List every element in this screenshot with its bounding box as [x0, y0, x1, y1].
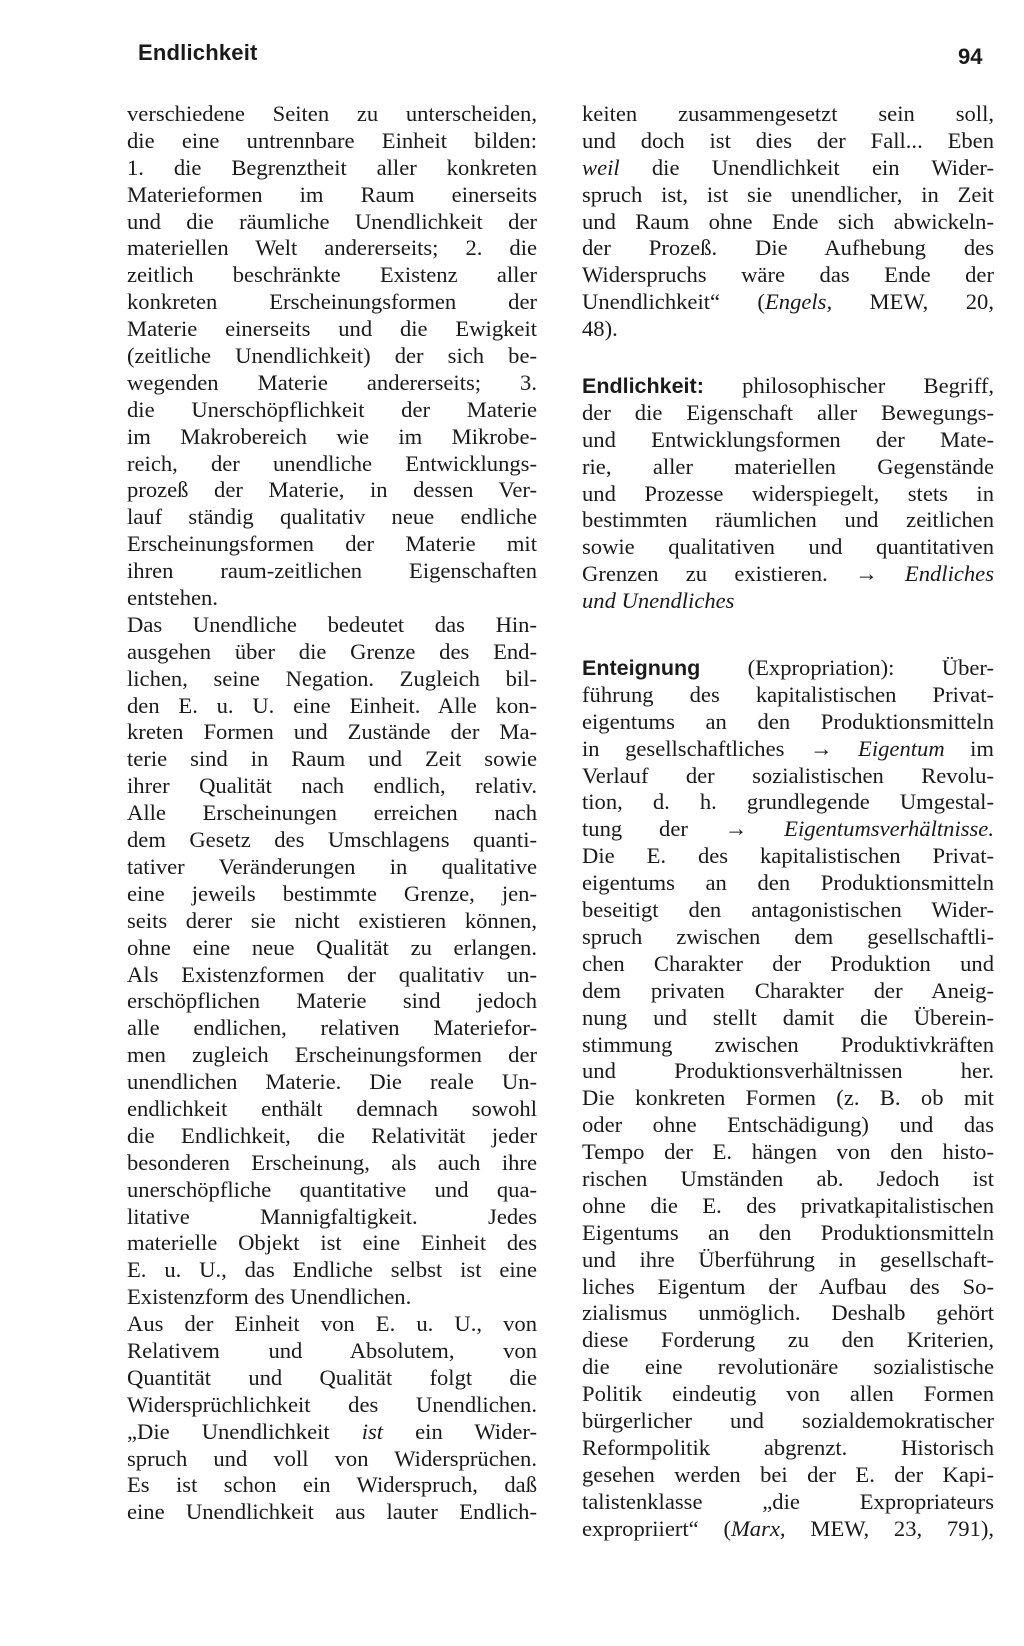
entry-separator	[582, 615, 994, 655]
text-line: Materieformen im Raum einerseits	[127, 181, 537, 207]
text-line: stimmung zwischen Produktivkräften	[582, 1031, 994, 1057]
text-line: Widerspruchs wäre das Ende der	[582, 262, 994, 288]
text-line: rischen Umständen ab. Jedoch ist	[582, 1165, 994, 1191]
text-line: diese Forderung zu den Kriterien,	[582, 1327, 994, 1353]
text-line: seits derer sie nicht existieren können,	[127, 907, 537, 933]
text-line: 1. die Begrenztheit aller konkreten	[127, 154, 537, 180]
text-run: MEW, 23, 791),	[785, 1515, 994, 1541]
entry-endlichkeit	[582, 373, 994, 615]
page-number: 94	[958, 44, 983, 69]
text-line: Erscheinungsformen der Materie mit	[127, 531, 537, 557]
text-line: Als Existenzformen der qualitativ un-	[127, 961, 537, 987]
text-line: entstehen.	[127, 585, 218, 611]
text-line: führung des kapitalistischen Privat-	[582, 681, 994, 707]
text-run: (Expropriation): Über-	[700, 655, 994, 681]
text-run: in gesellschaftliches	[582, 735, 810, 761]
text-line: ihren raum-zeitlichen Eigenschaften	[127, 558, 537, 584]
quote-start: „Die Unendlichkeit	[127, 1418, 362, 1444]
text-line: eigentums an den Produktionsmitteln	[582, 870, 994, 896]
text-run: philosophischer Begriff,	[703, 373, 994, 399]
quote-continued: ein Wider-	[383, 1418, 537, 1444]
text-line: Verlauf der sozialistischen Revolu-	[582, 762, 994, 788]
text-line: chen Charakter der Produktion und	[582, 950, 994, 976]
text-line: rie, aller materiellen Gegenstände	[582, 453, 994, 479]
arrow-icon: →	[855, 561, 878, 587]
text-line: Tempo der E. hängen von den histo-	[582, 1139, 994, 1165]
cross-reference-link[interactable]: Eigentum	[832, 735, 945, 761]
text-line: ohne eine neue Qualität zu erlangen.	[127, 934, 537, 960]
text-line: tion, d. h. grundlegende Umgestal-	[582, 789, 994, 815]
quote-continuation	[582, 101, 994, 343]
text-line: konkreten Erscheinungsformen der	[127, 289, 537, 315]
text-line: die eine revolutionäre sozialistische	[582, 1354, 994, 1380]
text-line: liches Eigentum der Aufbau des So-	[582, 1273, 994, 1299]
text-line	[127, 1419, 537, 1446]
text-line: materielle Objekt ist eine Einheit des	[127, 1230, 537, 1256]
cross-reference-link[interactable]: Eigentumsverhältnisse.	[747, 816, 994, 842]
text-run: im	[944, 735, 994, 761]
text-line: spruch und voll von Widersprüchen.	[127, 1445, 537, 1471]
text-line: 48).	[582, 316, 618, 342]
citation-author: Engels,	[764, 289, 833, 315]
text-run: tung der	[582, 816, 725, 842]
text-line: unerschöpfliche quantitative und qua-	[127, 1176, 537, 1202]
text-line: bestimmten räumlichen und zeitlichen	[582, 507, 994, 533]
text-line: und doch ist dies der Fall... Eben	[582, 127, 994, 153]
text-line: dem Gesetz des Umschlagens quanti-	[127, 827, 537, 853]
cross-reference-link[interactable]: und Unendliches	[582, 588, 735, 614]
text-line: die eine untrennbare Einheit bilden:	[127, 127, 537, 153]
text-line: spruch ist, ist sie unendlicher, in Zeit	[582, 181, 994, 207]
text-line: ohne die E. des privatkapitalistischen	[582, 1192, 994, 1218]
text-line: keiten zusammengesetzt sein soll,	[582, 101, 994, 126]
text-run: Unendlichkeit“ (	[582, 289, 765, 315]
text-line: Materie einerseits und die Ewigkeit	[127, 316, 537, 342]
text-line	[582, 655, 994, 682]
text-line: beseitigt den antagonistischen Wider-	[582, 897, 994, 923]
text-line: Die E. des kapitalistischen Privat-	[582, 843, 994, 869]
text-line	[582, 736, 994, 763]
text-line: nung und stellt damit die Überein-	[582, 1004, 994, 1030]
text-run: Grenzen zu existieren.	[582, 561, 856, 587]
text-line: oder ohne Entschädigung) und das	[582, 1112, 994, 1138]
text-line	[582, 373, 994, 400]
text-line: sowie qualitativen und quantitativen	[582, 534, 994, 560]
text-line: wegenden Materie andererseits; 3.	[127, 369, 537, 395]
text-line: (zeitliche Unendlichkeit) der sich be-	[127, 343, 537, 369]
text-run: die Unendlichkeit ein Wider-	[619, 154, 994, 180]
text-line: Die konkreten Formen (z. B. ob mit	[582, 1085, 994, 1111]
running-head: Endlichkeit	[138, 40, 258, 65]
text-line: die Unerschöpflichkeit der Materie	[127, 396, 537, 422]
text-line: unendlichen Materie. Die reale Un-	[127, 1069, 537, 1095]
text-line: und die räumliche Unendlichkeit der	[127, 208, 537, 234]
text-line: Quantität und Qualität folgt die	[127, 1364, 537, 1390]
text-line: men zugleich Erscheinungsformen der	[127, 1042, 537, 1068]
text-line: dem privaten Charakter der Aneig-	[582, 977, 994, 1003]
text-line: tativer Veränderungen in qualitative	[127, 853, 537, 879]
text-line: materiellen Welt andererseits; 2. die	[127, 235, 537, 261]
text-line	[582, 588, 994, 615]
text-line: eine jeweils bestimmte Grenze, jen-	[127, 880, 537, 906]
text-line: im Makrobereich wie im Mikrobe-	[127, 423, 537, 449]
text-line: und Raum ohne Ende sich abwickeln-	[582, 208, 994, 234]
text-line	[582, 816, 994, 843]
text-line: E. u. U., das Endliche selbst ist eine	[127, 1257, 537, 1283]
text-line: Es ist schon ein Widerspruch, daß	[127, 1472, 537, 1498]
text-line	[582, 1516, 994, 1543]
text-line: Widersprüchlichkeit des Unendlichen.	[127, 1391, 537, 1417]
entry-term: Enteignung	[582, 656, 701, 681]
text-line: kreten Formen und Zustände der Ma-	[127, 719, 537, 745]
text-line: Relativem und Absolutem, von	[127, 1337, 537, 1363]
text-line: bürgerlicher und sozialdemokratischer	[582, 1407, 994, 1433]
text-line: spruch zwischen dem gesellschaftli-	[582, 923, 994, 949]
text-line: endlichkeit enthält demnach sowohl	[127, 1095, 537, 1121]
right-column	[582, 101, 994, 1542]
text-line: die Endlichkeit, die Relativität jeder	[127, 1122, 537, 1148]
text-line: erschöpflichen Materie sind jedoch	[127, 988, 537, 1014]
text-line: Eigentums an den Produktionsmitteln	[582, 1219, 994, 1245]
text-line: den E. u. U. eine Einheit. Alle kon-	[127, 692, 537, 718]
text-line: Politik eindeutig von allen Formen	[582, 1381, 994, 1407]
text-line: Das Unendliche bedeutet das Hin-	[127, 611, 537, 637]
text-line: und Prozesse widerspiegelt, stets in	[582, 480, 994, 506]
cross-reference-link[interactable]: Endliches	[877, 561, 994, 587]
text-line: Aus der Einheit von E. u. U., von	[127, 1311, 537, 1337]
text-line	[582, 289, 994, 316]
text-line: reich, der unendliche Entwicklungs-	[127, 450, 537, 476]
citation-author: Marx,	[730, 1515, 786, 1541]
text-line: zeitlich beschränkte Existenz aller	[127, 262, 537, 288]
emphasis: weil	[582, 154, 620, 180]
text-line: lichen, seine Negation. Zugleich bil-	[127, 665, 537, 691]
text-line: der die Eigenschaft aller Bewegungs-	[582, 399, 994, 425]
text-line: Existenzform des Unendlichen.	[127, 1284, 412, 1310]
text-line: zialismus unmöglich. Deshalb gehört	[582, 1300, 994, 1326]
text-line: talistenklasse „die Expropriateurs	[582, 1488, 994, 1514]
arrow-icon: →	[809, 735, 833, 761]
text-line: terie sind in Raum und Zeit sowie	[127, 746, 537, 772]
text-line: und Entwicklungsformen der Mate-	[582, 426, 994, 452]
entry-term: Endlichkeit:	[582, 374, 704, 399]
text-line: ihrer Qualität nach endlich, relativ.	[127, 773, 537, 799]
text-line: der Prozeß. Die Aufhebung des	[582, 235, 994, 261]
text-line: ausgehen über die Grenze des End-	[127, 638, 537, 664]
emphasis: ist	[361, 1418, 384, 1444]
text-line: lauf ständig qualitativ neue endliche	[127, 504, 537, 530]
text-line: eine Unendlichkeit aus lauter Endlich-	[127, 1499, 537, 1525]
text-run: expropriiert“ (	[582, 1515, 731, 1541]
text-run: MEW, 20,	[832, 289, 994, 315]
text-line	[582, 561, 994, 588]
left-column	[127, 101, 537, 1526]
text-line: prozeß der Materie, in dessen Ver-	[127, 477, 537, 503]
text-line: alle endlichen, relativen Materiefor-	[127, 1015, 537, 1041]
arrow-icon: →	[724, 816, 748, 842]
entry-enteignung	[582, 655, 994, 1542]
text-line: eigentums an den Produktionsmitteln	[582, 708, 994, 734]
text-line: litative Mannigfaltigkeit. Jedes	[127, 1203, 537, 1229]
text-line: und Produktionsverhältnissen her.	[582, 1058, 994, 1084]
text-line: und ihre Überführung in gesellschaft-	[582, 1246, 994, 1272]
text-line	[582, 155, 994, 182]
text-line: besonderen Erscheinung, als auch ihre	[127, 1149, 537, 1175]
text-line: Alle Erscheinungen erreichen nach	[127, 800, 537, 826]
text-line: verschiedene Seiten zu unterscheiden,	[127, 101, 537, 126]
entry-separator	[582, 343, 994, 373]
text-line: gesehen werden bei der E. der Kapi-	[582, 1461, 994, 1487]
text-line: Reformpolitik abgrenzt. Historisch	[582, 1434, 994, 1460]
